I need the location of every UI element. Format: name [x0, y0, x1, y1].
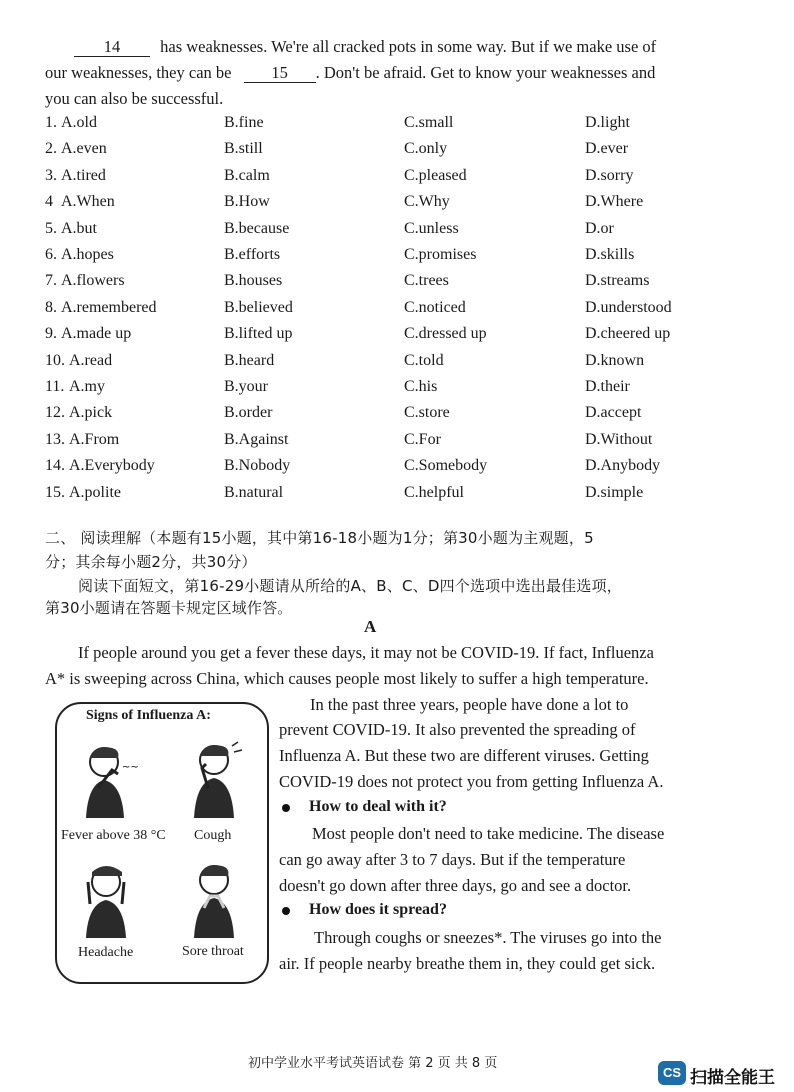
- question-number: 5.: [45, 220, 57, 237]
- option-d: D.Where: [585, 193, 644, 210]
- camscanner-logo-text: 扫描全能王: [690, 1068, 775, 1088]
- option-d: D.skills: [585, 246, 635, 263]
- option-b: B.because: [224, 220, 290, 237]
- answer-blank-14: 14: [74, 38, 150, 57]
- option-d: D.light: [585, 114, 630, 131]
- option-b: B.lifted up: [224, 325, 293, 342]
- passage-p3-line3: doesn't go down after three days, go and see a doctor.: [279, 876, 632, 895]
- option-c: C.Somebody: [404, 457, 488, 474]
- option-a: A.old: [61, 114, 97, 131]
- option-a: A.but: [61, 220, 97, 237]
- sore-throat-person-icon: [180, 856, 250, 940]
- option-a: A.hopes: [61, 246, 114, 263]
- passage-p3-line2: can go away after 3 to 7 days. But if the temperature: [279, 850, 626, 869]
- intro-text-2b: . Don't be afraid. Get to know your weaknesses and: [315, 63, 656, 82]
- camscanner-logo-badge: CS: [658, 1061, 686, 1085]
- cough-person-icon: [180, 738, 250, 820]
- option-d: D.Without: [585, 431, 653, 448]
- intro-line-3: you can also be successful.: [45, 89, 224, 108]
- section2-heading-line2: 分；其余每小题2分，共30分）: [45, 553, 257, 571]
- bullet-dot-1: [282, 804, 290, 812]
- option-a: A.read: [69, 352, 113, 369]
- option-b: B.order: [224, 404, 273, 421]
- option-a: A.my: [69, 378, 105, 395]
- option-b: B.Nobody: [224, 457, 291, 474]
- answer-blank-15: 15: [244, 64, 316, 83]
- option-d: D.Anybody: [585, 457, 661, 474]
- option-b: B.Against: [224, 431, 289, 448]
- page-footer: 初中学业水平考试英语试卷 第 2 页 共 8 页: [248, 1056, 498, 1071]
- option-a: A.made up: [61, 325, 132, 342]
- option-b: B.calm: [224, 167, 270, 184]
- option-b: B.natural: [224, 484, 284, 501]
- option-c: C.Why: [404, 193, 450, 210]
- option-a: A.Everybody: [69, 457, 155, 474]
- section2-instruction-line1: 阅读下面短文，第16-29小题请从所给的A、B、C、D四个选项中选出最佳选项，: [78, 577, 622, 595]
- option-c: C.unless: [404, 220, 459, 237]
- option-b: B.How: [224, 193, 270, 210]
- option-a: A.flowers: [61, 272, 125, 289]
- option-d: D.accept: [585, 404, 642, 421]
- option-d: D.streams: [585, 272, 650, 289]
- option-a: A.remembered: [61, 299, 157, 316]
- passage-p1-line1: If people around you get a fever these days, it may not be COVID-19. If fact, Influenza: [78, 643, 654, 662]
- option-c: C.trees: [404, 272, 449, 289]
- option-d: D.their: [585, 378, 630, 395]
- option-b: B.still: [224, 140, 263, 157]
- question-number: 8.: [45, 299, 57, 316]
- intro-line-1: [74, 37, 656, 57]
- question-number: 6.: [45, 246, 57, 263]
- bullet-dot-2: [282, 907, 290, 915]
- option-a: A.polite: [69, 484, 121, 501]
- option-b: B.fine: [224, 114, 264, 131]
- option-d: D.ever: [585, 140, 629, 157]
- question-number: 11.: [45, 378, 65, 395]
- option-a: A.even: [61, 140, 107, 157]
- option-c: C.told: [404, 352, 444, 369]
- headache-person-icon: [72, 858, 142, 940]
- intro-text-2a: our weaknesses, they can be: [45, 63, 232, 82]
- question-number: 7.: [45, 272, 57, 289]
- caption-headache: Headache: [78, 945, 134, 960]
- caption-cough: Cough: [194, 828, 232, 843]
- option-c: C.promises: [404, 246, 477, 263]
- subheading-deal: How to deal with it?: [309, 798, 447, 815]
- option-d: D.cheered up: [585, 325, 671, 342]
- question-number: 1.: [45, 114, 57, 131]
- option-c: C.store: [404, 404, 450, 421]
- option-b: B.efforts: [224, 246, 281, 263]
- passage-p3-line1: Most people don't need to take medicine. The disease: [312, 824, 665, 843]
- passage-p4-line1: Through coughs or sneezes*. The viruses go into the: [314, 928, 662, 947]
- caption-fever: Fever above 38 °C: [61, 828, 166, 843]
- option-a: A.When: [61, 193, 115, 210]
- option-c: C.noticed: [404, 299, 466, 316]
- option-c: C.helpful: [404, 484, 464, 501]
- section2-heading-line1: 二、 阅读理解（本题有15小题，其中第16-18小题为1分；第30小题为主观题，5: [45, 529, 594, 547]
- option-d: D.sorry: [585, 167, 634, 184]
- passage-p2-line2: prevent COVID-19. It also prevented the spreading of: [279, 720, 636, 739]
- question-number: 4: [45, 193, 53, 210]
- svg-text:~~: ~~: [122, 762, 139, 773]
- passage-p2-line1: In the past three years, people have done a lot to: [310, 695, 629, 714]
- passage-p2-line3: Influenza A. But these two are different viruses. Getting: [279, 746, 649, 765]
- option-c: C.only: [404, 140, 448, 157]
- option-d: D.understood: [585, 299, 672, 316]
- option-b: B.houses: [224, 272, 283, 289]
- option-d: D.or: [585, 220, 614, 237]
- question-number: 13.: [45, 431, 65, 448]
- option-c: C.his: [404, 378, 438, 395]
- option-c: C.dressed up: [404, 325, 487, 342]
- option-b: B.heard: [224, 352, 275, 369]
- option-c: C.pleased: [404, 167, 467, 184]
- question-number: 9.: [45, 325, 57, 342]
- option-c: C.small: [404, 114, 454, 131]
- figure-title: Signs of Influenza A:: [86, 708, 211, 723]
- passage-p4-line2: air. If people nearby breathe them in, they could get sick.: [279, 954, 656, 973]
- passage-p1-line2: A* is sweeping across China, which causes people most likely to suffer a high temperature.: [45, 669, 649, 688]
- question-number: 15.: [45, 484, 65, 501]
- option-a: A.tired: [61, 167, 106, 184]
- intro-text-1: has weaknesses. We're all cracked pots in some way. But if we make use of: [160, 37, 657, 56]
- option-b: B.believed: [224, 299, 293, 316]
- option-d: D.simple: [585, 484, 644, 501]
- option-c: C.For: [404, 431, 441, 448]
- question-number: 2.: [45, 140, 57, 157]
- question-number: 14.: [45, 457, 65, 474]
- question-number: 3.: [45, 167, 57, 184]
- caption-sore-throat: Sore throat: [182, 944, 244, 959]
- passage-title: A: [364, 617, 377, 636]
- option-a: A.pick: [69, 404, 113, 421]
- fever-person-icon: [72, 740, 142, 820]
- option-d: D.known: [585, 352, 645, 369]
- question-number: 10.: [45, 352, 65, 369]
- option-a: A.From: [69, 431, 120, 448]
- section2-instruction-line2: 第30小题请在答题卡规定区域作答。: [45, 599, 293, 617]
- intro-line-2: [45, 63, 655, 83]
- question-number: 12.: [45, 404, 65, 421]
- option-b: B.your: [224, 378, 268, 395]
- passage-p2-line4: COVID-19 does not protect you from getting Influenza A.: [279, 772, 664, 791]
- subheading-spread: How does it spread?: [309, 901, 447, 918]
